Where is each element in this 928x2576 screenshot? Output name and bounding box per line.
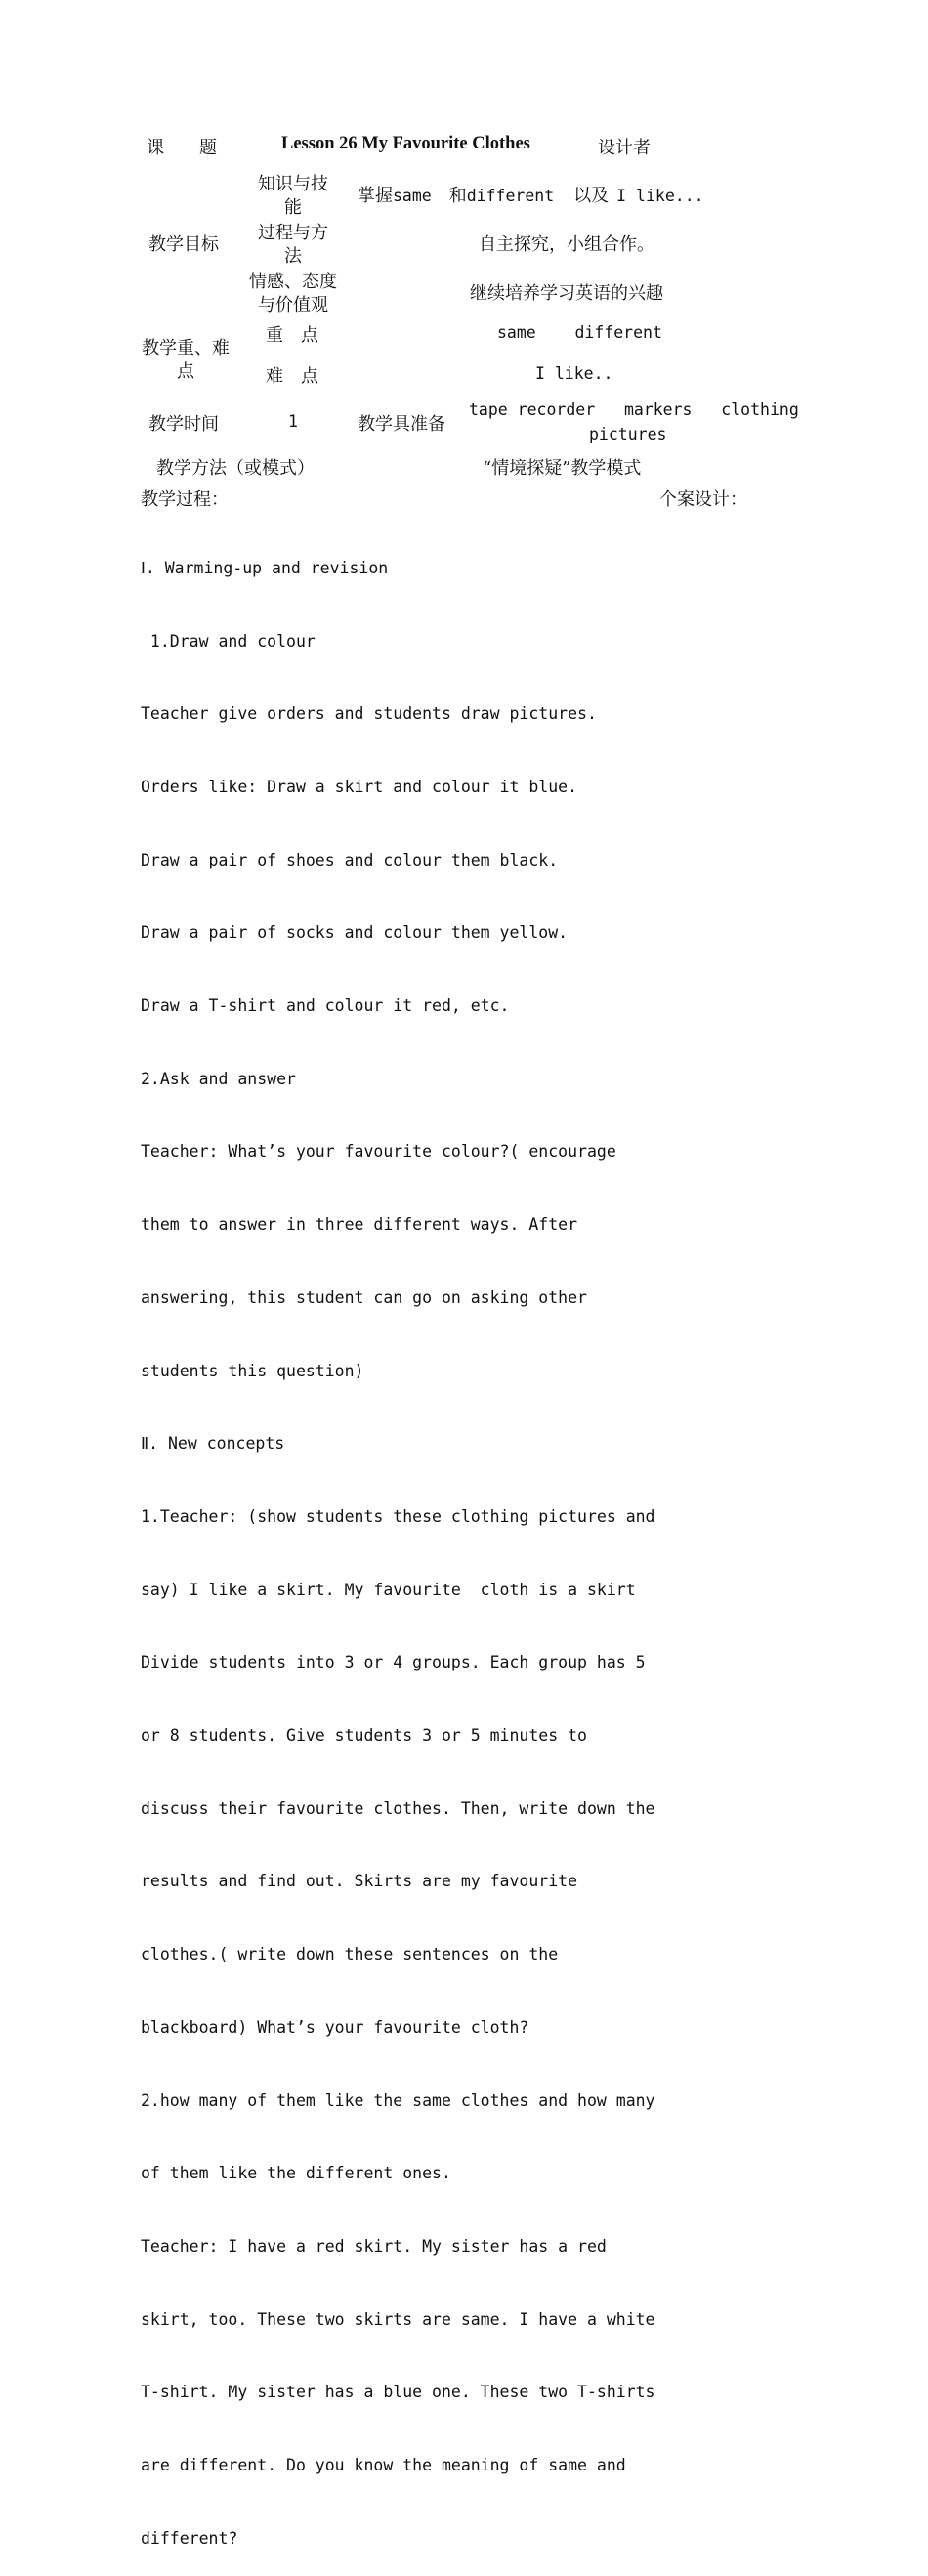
designer-label: 设计者 [598,138,651,158]
process-line: discuss their favourite clothes. Then, write down the [141,1798,655,1818]
process-method-label-1: 过程与方 [258,223,328,243]
process-line: Teacher give orders and students draw pictures. [141,704,597,724]
key-points-label-1: 教学重、难 [142,338,230,359]
difficult-point-label: 难 点 [266,366,318,387]
process-line: Draw a T-shirt and colour it red, etc. [141,996,510,1016]
process-line: are different. Do you know the meaning of same and [141,2456,626,2475]
method-label: 教学方法（或模式） [156,458,315,479]
process-line: 1.Teacher: (show students these clothing pictures and [141,1506,655,1526]
key-point-value: same different [497,323,662,342]
process-line: or 8 students. Give students 3 or 5 minutes to [141,1726,587,1746]
process-line: answering, this student can go on asking other [141,1288,587,1307]
process-method-value: 自主探究，小组合作。 [479,234,654,255]
difficult-point-value: I like.. [535,364,613,383]
process-line: Draw a pair of socks and colour them yellow. [141,923,569,943]
emotion-label-2: 与价值观 [258,295,328,316]
process-line: 1.Draw and colour [141,631,316,651]
knowledge-value-part: 以及 [573,186,610,206]
key-point-label: 重 点 [266,325,318,346]
knowledge-label-2: 能 [284,197,302,218]
tools-value-line-1: tape recorder markers clothing [469,401,799,419]
lesson-title: Lesson 26 My Favourite Clothes [281,134,530,153]
process-line: of them like the different ones. [141,2164,451,2183]
process-line: say) I like a skirt. My favourite cloth is a skirt [141,1580,636,1599]
process-method-label-2: 法 [284,246,302,267]
process-line: 2.Ask and answer [141,1069,296,1088]
knowledge-value-part: 掌握 [358,186,393,206]
tools-label: 教学具准备 [358,414,445,435]
process-line: T-shirt. My sister has a blue one. These two T-shirts [141,2383,655,2402]
topic-label: 课 题 [147,138,217,158]
process-line: them to answer in three different ways. After [141,1215,578,1235]
tools-value-line-2: pictures [589,425,667,443]
knowledge-value-part: 和 [448,186,467,206]
knowledge-label-1: 知识与技 [258,174,328,194]
process-line: Ⅰ. Warming-up and revision [141,558,389,577]
process-line: Draw a pair of shoes and colour them black. [141,850,559,869]
time-label: 教学时间 [148,414,219,435]
knowledge-value-part: different [466,187,555,205]
emotion-label-1: 情感、态度 [249,272,337,292]
process-line: Teacher: I have a red skirt. My sister has a red [141,2236,607,2256]
process-line: Ⅱ. New concepts [141,1434,285,1454]
key-points-label-2: 点 [177,361,194,382]
knowledge-value [358,182,704,207]
process-line: Teacher: What’s your favourite colour?( encourage [141,1142,616,1161]
knowledge-value-part: same [393,187,432,205]
method-value: “情境探疑”教学模式 [483,458,642,479]
process-line: Orders like: Draw a skirt and colour it blue. [141,777,578,796]
process-content [141,508,655,2576]
process-line: skirt, too. These two skirts are same. I have a white [141,2309,655,2329]
process-line: 2.how many of them like the same clothes and how many [141,2090,655,2110]
knowledge-value-part: I like... [616,187,704,205]
process-line: different? [141,2528,238,2548]
emotion-value: 继续培养学习英语的兴趣 [470,283,663,304]
process-line: results and find out. Skirts are my favourite [141,1872,578,1891]
process-line: students this question) [141,1361,364,1380]
time-value: 1 [288,412,298,431]
process-label: 教学过程： [141,489,229,510]
process-line: Divide students into 3 or 4 groups. Each group has 5 [141,1653,646,1672]
case-design-label: 个案设计： [659,489,747,510]
process-line: clothes.( write down these sentences on the [141,1945,559,1964]
process-line: blackboard) What’s your favourite cloth? [141,2017,529,2037]
objectives-label: 教学目标 [148,234,219,255]
